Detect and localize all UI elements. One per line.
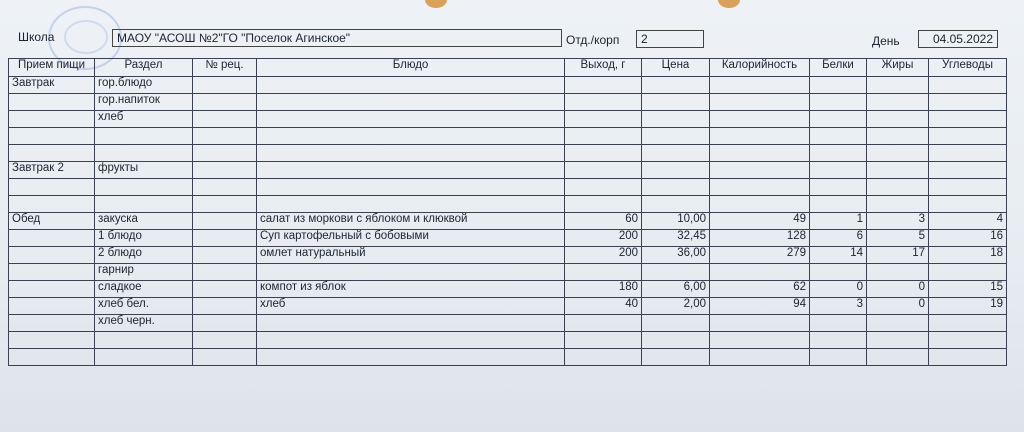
fat-cell: 17 — [867, 247, 929, 264]
section-cell — [95, 128, 193, 145]
meal-cell — [9, 298, 95, 315]
table-row — [9, 230, 1007, 247]
dish-cell: хлеб — [257, 298, 565, 315]
carbs-cell — [929, 162, 1007, 179]
protein-cell — [810, 111, 867, 128]
fat-cell: 3 — [867, 213, 929, 230]
day-label: День — [872, 34, 900, 48]
calories-cell — [710, 162, 810, 179]
calories-cell: 94 — [710, 298, 810, 315]
protein-cell — [810, 179, 867, 196]
fat-cell — [867, 196, 929, 213]
meal-cell — [9, 315, 95, 332]
meal-cell — [9, 247, 95, 264]
price-cell — [642, 179, 710, 196]
meal-cell — [9, 264, 95, 281]
table-row — [9, 281, 1007, 298]
recipe-cell — [193, 111, 257, 128]
calories-cell — [710, 111, 810, 128]
meal-cell: Обед — [9, 213, 95, 230]
dish-cell — [257, 179, 565, 196]
recipe-cell — [193, 94, 257, 111]
dept-field: 2 — [636, 30, 704, 48]
column-header: Прием пищи — [9, 59, 95, 77]
fat-cell — [867, 145, 929, 162]
dish-cell — [257, 264, 565, 281]
recipe-cell — [193, 213, 257, 230]
output-cell — [565, 111, 642, 128]
dish-cell — [257, 111, 565, 128]
price-cell — [642, 349, 710, 366]
output-cell — [565, 94, 642, 111]
calories-cell: 62 — [710, 281, 810, 298]
section-cell: гарнир — [95, 264, 193, 281]
calories-cell — [710, 332, 810, 349]
table-row — [9, 349, 1007, 366]
meal-cell — [9, 111, 95, 128]
calories-cell — [710, 145, 810, 162]
protein-cell: 6 — [810, 230, 867, 247]
recipe-cell — [193, 196, 257, 213]
output-cell — [565, 349, 642, 366]
carbs-cell — [929, 128, 1007, 145]
section-cell: хлеб — [95, 111, 193, 128]
table-row — [9, 247, 1007, 264]
column-header: Цена — [642, 59, 710, 77]
table-row — [9, 111, 1007, 128]
section-cell: 1 блюдо — [95, 230, 193, 247]
table-row — [9, 128, 1007, 145]
meal-cell — [9, 349, 95, 366]
calories-cell: 128 — [710, 230, 810, 247]
dish-cell — [257, 145, 565, 162]
fat-cell — [867, 128, 929, 145]
carbs-cell — [929, 349, 1007, 366]
meal-cell: Завтрак 2 — [9, 162, 95, 179]
calories-cell — [710, 77, 810, 94]
output-cell: 40 — [565, 298, 642, 315]
dish-cell: компот из яблок — [257, 281, 565, 298]
section-cell: фрукты — [95, 162, 193, 179]
output-cell: 200 — [565, 247, 642, 264]
punch-hole — [718, 0, 740, 8]
meal-cell — [9, 94, 95, 111]
section-cell: хлеб бел. — [95, 298, 193, 315]
table-row — [9, 298, 1007, 315]
carbs-cell — [929, 77, 1007, 94]
table-row — [9, 315, 1007, 332]
recipe-cell — [193, 230, 257, 247]
table-row — [9, 94, 1007, 111]
section-cell: гор.блюдо — [95, 77, 193, 94]
meal-cell — [9, 230, 95, 247]
dish-cell: Суп картофельный с бобовыми — [257, 230, 565, 247]
meal-cell — [9, 128, 95, 145]
carbs-cell: 15 — [929, 281, 1007, 298]
protein-cell — [810, 77, 867, 94]
calories-cell — [710, 349, 810, 366]
carbs-cell — [929, 94, 1007, 111]
table-row — [9, 264, 1007, 281]
section-cell — [95, 145, 193, 162]
price-cell — [642, 196, 710, 213]
output-cell — [565, 77, 642, 94]
price-cell — [642, 94, 710, 111]
recipe-cell — [193, 264, 257, 281]
carbs-cell: 18 — [929, 247, 1007, 264]
column-header: Калорийность — [710, 59, 810, 77]
output-cell: 200 — [565, 230, 642, 247]
recipe-cell — [193, 315, 257, 332]
calories-cell: 49 — [710, 213, 810, 230]
section-cell: сладкое — [95, 281, 193, 298]
recipe-cell — [193, 349, 257, 366]
fat-cell — [867, 179, 929, 196]
recipe-cell — [193, 281, 257, 298]
recipe-cell — [193, 145, 257, 162]
dish-cell: салат из моркови с яблоком и клюквой — [257, 213, 565, 230]
protein-cell — [810, 315, 867, 332]
recipe-cell — [193, 162, 257, 179]
fat-cell: 5 — [867, 230, 929, 247]
price-cell: 6,00 — [642, 281, 710, 298]
meal-cell — [9, 281, 95, 298]
price-cell: 32,45 — [642, 230, 710, 247]
calories-cell — [710, 264, 810, 281]
output-cell — [565, 264, 642, 281]
table-row — [9, 332, 1007, 349]
price-cell — [642, 264, 710, 281]
price-cell: 10,00 — [642, 213, 710, 230]
protein-cell — [810, 196, 867, 213]
output-cell — [565, 315, 642, 332]
output-cell: 180 — [565, 281, 642, 298]
table-row — [9, 145, 1007, 162]
school-name-field: МАОУ "АСОШ №2"ГО "Поселок Агинское" — [112, 29, 562, 47]
recipe-cell — [193, 247, 257, 264]
calories-cell — [710, 315, 810, 332]
column-header: Выход, г — [565, 59, 642, 77]
output-cell: 60 — [565, 213, 642, 230]
recipe-cell — [193, 332, 257, 349]
section-cell — [95, 332, 193, 349]
meal-cell — [9, 145, 95, 162]
recipe-cell — [193, 179, 257, 196]
meal-cell — [9, 196, 95, 213]
calories-cell — [710, 94, 810, 111]
fat-cell — [867, 264, 929, 281]
table-row — [9, 77, 1007, 94]
carbs-cell — [929, 315, 1007, 332]
price-cell — [642, 162, 710, 179]
punch-hole — [425, 0, 447, 8]
fat-cell — [867, 162, 929, 179]
table-header-row — [9, 59, 1007, 77]
price-cell — [642, 111, 710, 128]
carbs-cell: 16 — [929, 230, 1007, 247]
protein-cell: 1 — [810, 213, 867, 230]
recipe-cell — [193, 128, 257, 145]
section-cell — [95, 349, 193, 366]
section-cell: закуска — [95, 213, 193, 230]
dish-cell — [257, 196, 565, 213]
protein-cell: 14 — [810, 247, 867, 264]
protein-cell: 3 — [810, 298, 867, 315]
table-row — [9, 162, 1007, 179]
fat-cell — [867, 94, 929, 111]
dish-cell — [257, 349, 565, 366]
dish-cell — [257, 162, 565, 179]
protein-cell — [810, 145, 867, 162]
calories-cell — [710, 196, 810, 213]
dish-cell — [257, 77, 565, 94]
price-cell: 36,00 — [642, 247, 710, 264]
protein-cell — [810, 162, 867, 179]
section-cell: гор.напиток — [95, 94, 193, 111]
meal-cell — [9, 332, 95, 349]
output-cell — [565, 162, 642, 179]
menu-table — [8, 58, 1007, 366]
carbs-cell — [929, 264, 1007, 281]
protein-cell — [810, 332, 867, 349]
meal-cell: Завтрак — [9, 77, 95, 94]
fat-cell — [867, 349, 929, 366]
fat-cell — [867, 111, 929, 128]
output-cell — [565, 332, 642, 349]
carbs-cell — [929, 196, 1007, 213]
dish-cell — [257, 128, 565, 145]
column-header: № рец. — [193, 59, 257, 77]
column-header: Жиры — [867, 59, 929, 77]
carbs-cell — [929, 332, 1007, 349]
output-cell — [565, 128, 642, 145]
carbs-cell — [929, 145, 1007, 162]
calories-cell: 279 — [710, 247, 810, 264]
carbs-cell — [929, 179, 1007, 196]
fat-cell — [867, 332, 929, 349]
protein-cell — [810, 349, 867, 366]
protein-cell — [810, 128, 867, 145]
table-row — [9, 179, 1007, 196]
protein-cell: 0 — [810, 281, 867, 298]
output-cell — [565, 145, 642, 162]
recipe-cell — [193, 77, 257, 94]
fat-cell: 0 — [867, 281, 929, 298]
carbs-cell: 4 — [929, 213, 1007, 230]
output-cell — [565, 196, 642, 213]
fat-cell — [867, 315, 929, 332]
dish-cell — [257, 315, 565, 332]
carbs-cell: 19 — [929, 298, 1007, 315]
calories-cell — [710, 128, 810, 145]
dish-cell — [257, 332, 565, 349]
section-cell — [95, 196, 193, 213]
dish-cell — [257, 94, 565, 111]
price-cell — [642, 315, 710, 332]
price-cell: 2,00 — [642, 298, 710, 315]
dish-cell: омлет натуральный — [257, 247, 565, 264]
price-cell — [642, 332, 710, 349]
table-row — [9, 196, 1007, 213]
column-header: Белки — [810, 59, 867, 77]
column-header: Раздел — [95, 59, 193, 77]
table-row — [9, 213, 1007, 230]
recipe-cell — [193, 298, 257, 315]
price-cell — [642, 77, 710, 94]
output-cell — [565, 179, 642, 196]
carbs-cell — [929, 111, 1007, 128]
protein-cell — [810, 264, 867, 281]
calories-cell — [710, 179, 810, 196]
fat-cell: 0 — [867, 298, 929, 315]
date-field: 04.05.2022 — [918, 30, 998, 48]
section-cell — [95, 179, 193, 196]
price-cell — [642, 128, 710, 145]
column-header: Углеводы — [929, 59, 1007, 77]
column-header: Блюдо — [257, 59, 565, 77]
school-label: Школа — [18, 30, 55, 44]
fat-cell — [867, 77, 929, 94]
price-cell — [642, 145, 710, 162]
dept-label: Отд./корп — [566, 33, 620, 47]
protein-cell — [810, 94, 867, 111]
section-cell: 2 блюдо — [95, 247, 193, 264]
section-cell: хлеб черн. — [95, 315, 193, 332]
meal-cell — [9, 179, 95, 196]
